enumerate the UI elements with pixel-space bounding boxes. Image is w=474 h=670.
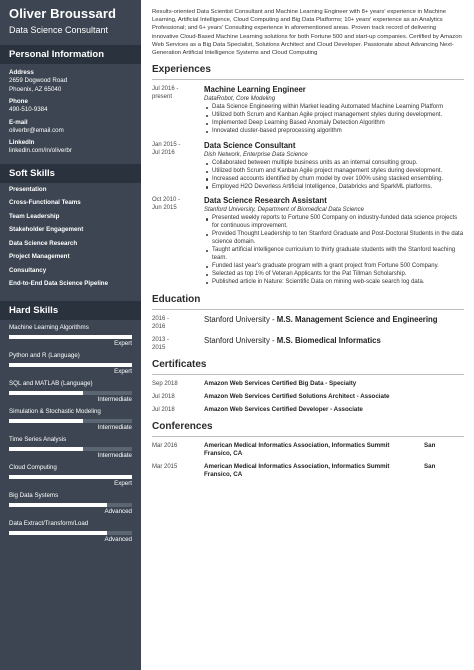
certificate-name: Amazon Web Services Certified Big Data - Specialty: [204, 379, 357, 387]
skill-level-fill: [9, 391, 83, 395]
soft-skill-item: Presentation: [9, 185, 47, 193]
address-line1: 2659 Dogwood Road: [9, 77, 68, 84]
hard-skill: [9, 436, 132, 460]
date-start: Jan 2015 -: [152, 141, 181, 148]
address-line2: Phoenix, AZ 65040: [9, 85, 62, 93]
soft-skill-item: Cross-Functional Teams: [9, 199, 81, 207]
education-heading: Education: [152, 294, 464, 310]
conferences-heading: Conferences: [152, 421, 464, 437]
job-bullet: Presented weekly reports to Fortune 500 Company on industry-funded data science projects for continuous improvement.: [212, 215, 464, 231]
linkedin-label: LinkedIn: [9, 139, 35, 147]
address-label: Address: [9, 69, 34, 76]
hard-skill: [9, 520, 132, 544]
skill-level-bar: [9, 447, 132, 451]
skill-level-bar: [9, 475, 132, 479]
hard-skill-level: Intermediate: [97, 451, 132, 459]
candidate-title: Data Science Consultant: [9, 25, 109, 35]
conference-row: [204, 463, 464, 471]
hard-skills-list: [0, 320, 141, 544]
skill-level-fill: [9, 475, 132, 479]
hard-skill-name: Cloud Computing: [9, 463, 57, 471]
personal-info-section: [0, 64, 141, 160]
job-bullet: Provided Thought Leadership to ten Stanford Graduate and Post-Doctoral Students in the data science domain.: [212, 231, 464, 246]
school-name: Stanford University -: [204, 314, 277, 324]
education-dates: [152, 336, 204, 352]
hard-skill-level: Advanced: [104, 507, 132, 515]
date-start: Oct 2010 -: [152, 197, 181, 204]
conference-location-cont: Fransico, CA: [204, 470, 243, 478]
job-role: Data Science Research Assistant: [204, 196, 327, 206]
phone-label: Phone: [9, 98, 28, 106]
experience-body: [204, 196, 464, 286]
linkedin-value[interactable]: linkedin.com/in/oliverbr: [9, 147, 72, 155]
sidebar: [0, 0, 141, 670]
phone-value: 490-510-9384: [9, 106, 48, 114]
hard-skill-level: Intermediate: [97, 395, 132, 403]
job-bullets: [204, 104, 464, 136]
date-end: Jun 2015: [152, 205, 177, 212]
certificate-date: Jul 2018: [152, 406, 175, 413]
certificate-name: Amazon Web Services Certified Solutions Architect - Associate: [204, 392, 390, 400]
education-dates: [152, 315, 204, 331]
job-organization: Stanford University, Department of Biomedical Data Science: [204, 207, 364, 214]
job-bullet: Collaborated between multiple business units as an internal consulting group.: [212, 160, 464, 168]
skill-level-bar: [9, 335, 132, 339]
education-body: [204, 315, 464, 331]
job-bullets: [204, 215, 464, 286]
date-end: 2016: [152, 323, 166, 330]
experience-entry: [152, 196, 464, 286]
job-organization: Dish Network, Enterprise Data Science: [204, 151, 308, 158]
job-bullet: Utilized both Scrum and Kanban Agile project management styles during development.: [212, 168, 464, 176]
skill-level-bar: [9, 391, 132, 395]
hard-skill: [9, 464, 132, 488]
degree-name: M.S. Biomedical Informatics: [276, 335, 381, 345]
conference-body: [204, 442, 464, 458]
job-bullets: [204, 160, 464, 192]
soft-skill-item: End-to-End Data Science Pipeline: [9, 280, 109, 288]
experience-dates: [152, 141, 204, 192]
conference-body: [204, 463, 464, 479]
certificate-entry: [152, 380, 464, 388]
job-bullet: Funded last year's graduate program with a grant project from Fortune 500 Company.: [212, 263, 464, 271]
soft-skill-item: Stakeholder Engagement: [9, 226, 84, 234]
school-name: Stanford University -: [204, 335, 277, 345]
conference-location: San: [424, 462, 436, 470]
hard-skills-heading: Hard Skills: [0, 301, 141, 320]
experience-entry: [152, 85, 464, 136]
hard-skill: [9, 492, 132, 516]
hard-skill-level: Intermediate: [97, 423, 132, 431]
job-bullet: Published article in Nature: Scientific Data on mining web-scale search log data.: [212, 279, 464, 287]
conference-row: [204, 442, 464, 450]
certificates-heading: Certificates: [152, 359, 464, 375]
main-content: [141, 0, 474, 670]
skill-level-bar: [9, 419, 132, 423]
hard-skill-name: Data Extract/Transform/Load: [9, 519, 89, 527]
skill-level-bar: [9, 363, 132, 367]
job-organization: DataRobot, Core Modeling: [204, 96, 276, 103]
experience-dates: [152, 85, 204, 136]
hard-skill-name: Python and R (Language): [9, 351, 80, 359]
hard-skill-level: Expert: [114, 339, 132, 347]
job-role: Machine Learning Engineer: [204, 85, 306, 95]
experience-heading: Experiences: [152, 64, 464, 80]
date-end: Jul 2016: [152, 149, 175, 156]
hard-skill-level: Advanced: [104, 535, 132, 543]
degree-name: M.S. Management Science and Engineering: [276, 314, 438, 324]
date-start: Jul 2016 -: [152, 86, 179, 93]
soft-skill-item: Consultancy: [9, 266, 47, 274]
sidebar-header: [0, 0, 141, 41]
skill-level-fill: [9, 447, 83, 451]
hard-skill: [9, 408, 132, 432]
date-end: present: [152, 94, 173, 101]
conference-entry: [152, 442, 464, 458]
profile-summary: Results-oriented Data Scientist Consultant and Machine Learning Engineer with 8+ years' experience in Machine Learning, Artificial Intelligence, Cloud Computing and Big Data Platforms; 10+ years' experience as an Analytics Professional; and 6+ years' Consulting experience in aforementioned areas. Proven track record of delivering innovative Cloud-Based Machine Learning solutions for both Fortune 500 and start-up companies. Certified by Amazon Web Services as a Big Data Specialist, Solutions Architect and Cloud Developer. Passionate about Advancing Next-Generation Artificial Intelligence Systems and Cloud Computing: [152, 9, 462, 57]
conference-name: American Medical Informatics Association, Informatics Summit: [204, 462, 390, 470]
job-bullet: Utilized both Scrum and Kanban Agile project management styles during development.: [212, 112, 464, 120]
certificate-entry: [152, 406, 464, 414]
experience-entry: [152, 141, 464, 192]
date-end: 2015: [152, 344, 166, 351]
skill-level-bar: [9, 531, 132, 535]
job-bullet: Taught artificial intelligence curriculum to thirty graduate students with the Stanford teaching team.: [212, 247, 464, 263]
job-bullet: Data Science Engineering within Market leading Automated Machine Learning Platform: [212, 104, 464, 112]
hard-skill: [9, 352, 132, 376]
skill-level-fill: [9, 503, 107, 507]
education-entry: [152, 336, 464, 352]
skill-level-bar: [9, 503, 132, 507]
soft-skill-item: Data Science Research: [9, 239, 78, 247]
hard-skill-level: Expert: [114, 479, 132, 487]
conference-date: Mar 2015: [152, 463, 178, 470]
soft-skills-heading: Soft Skills: [0, 164, 141, 183]
skill-level-fill: [9, 363, 132, 367]
hard-skill-name: Machine Learning Algorithms: [9, 323, 89, 331]
hard-skill-name: Simulation & Stochastic Modeling: [9, 407, 101, 415]
hard-skill-name: SQL and MATLAB (Language): [9, 379, 93, 387]
job-bullet: Increased accounts identified by churn model by over 100% using stacked ensembling.: [212, 176, 464, 184]
hard-skill: [9, 324, 132, 348]
conference-location-cont: Fransico, CA: [204, 449, 243, 457]
date-start: 2013 -: [152, 336, 170, 343]
experience-body: [204, 141, 464, 192]
job-bullet: Selected as top 1% of Veteran Applicants for the Pat Tillman Scholarship.: [212, 271, 464, 279]
experience-body: [204, 85, 464, 136]
personal-info-heading: Personal Information: [0, 45, 141, 64]
soft-skill-item: Team Leadership: [9, 212, 60, 220]
conference-entry: [152, 463, 464, 479]
hard-skill-name: Time Series Analysis: [9, 435, 67, 443]
skill-level-fill: [9, 531, 107, 535]
conference-location: San: [424, 441, 436, 449]
hard-skill-name: Big Data Systems: [9, 491, 59, 499]
certificate-entry: [152, 393, 464, 401]
education-body: [204, 336, 464, 352]
job-bullet: Innovated cluster-based preprocessing algorithm: [212, 128, 464, 136]
soft-skills-list: [0, 183, 141, 297]
skill-level-fill: [9, 419, 83, 423]
job-bullet: Implemented Deep Learning Based Anomaly Detection Algorithm: [212, 120, 464, 128]
conference-date: Mar 2016: [152, 442, 178, 449]
soft-skill-item: Project Management: [9, 253, 70, 261]
certificate-date: Sep 2018: [152, 380, 178, 387]
hard-skill: [9, 380, 132, 404]
skill-level-fill: [9, 335, 132, 339]
certificate-date: Jul 2018: [152, 393, 175, 400]
job-role: Data Science Consultant: [204, 140, 296, 150]
education-entry: [152, 315, 464, 331]
experience-dates: [152, 196, 204, 286]
candidate-name: Oliver Broussard: [9, 6, 117, 21]
email-label: E-mail: [9, 118, 28, 126]
job-bullet: Employed H2O Deverless Artificial Intelligence, Databricks and SparkML platforms.: [212, 184, 464, 192]
email-value[interactable]: oliverbr@email.com: [9, 126, 64, 134]
certificate-name: Amazon Web Services Certified Developer - Associate: [204, 405, 363, 413]
date-start: 2016 -: [152, 315, 170, 322]
hard-skill-level: Expert: [114, 367, 132, 375]
conference-name: American Medical Informatics Association, Informatics Summit: [204, 441, 390, 449]
